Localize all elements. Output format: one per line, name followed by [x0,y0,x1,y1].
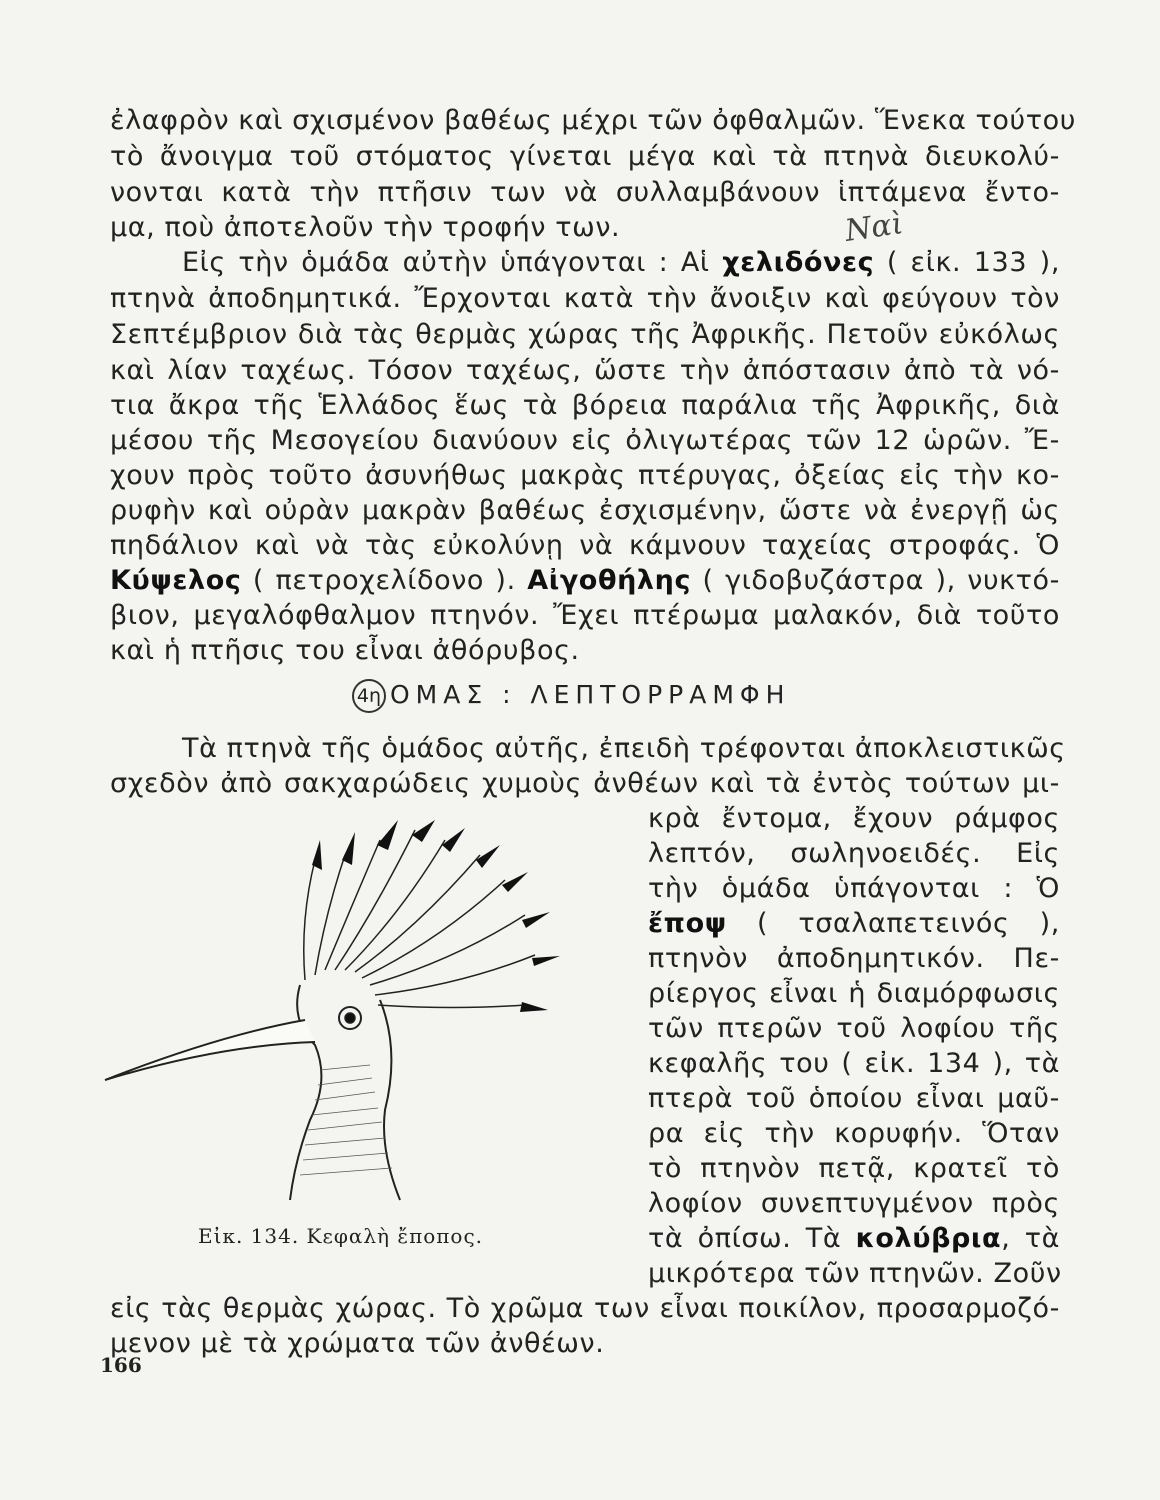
text-line: ρυφὴν καὶ οὐρὰν μακρὰν βαθέως ἐσχισμένην, ὥστε νὰ ἐνεργῇ ὡς [110,495,1060,526]
bold-term-hoopoe: ἔποψ [648,908,727,939]
text-line [648,1222,1060,1256]
text-line [648,907,1060,941]
text-line: πτηνὸν ἀποδημητικόν. Πε- [648,943,1060,974]
text-line: τὸ ἄνοιγμα τοῦ στόματος γίνεται μέγα καὶ τὰ πτηνὰ διευκολύ- [110,141,1060,172]
text-line: καὶ λίαν ταχέως. Τόσον ταχέως, ὥστε τὴν ἀπόστασιν ἀπὸ τὰ νό- [110,355,1060,386]
hoopoe-head-illustration [100,820,620,1220]
text-span: ( πετροχελίδονο ). [241,565,528,596]
text-span: ( εἰκ. 133 ), [874,247,1060,278]
text-line: λεπτόν, σωληνοειδές. Εἰς [648,838,1060,869]
text-line: κεφαλῆς του ( εἰκ. 134 ), τὰ [648,1048,1060,1079]
text-line: χουν πρὸς τοῦτο ἀσυνήθως μακρὰς πτέρυγας, ὀξείας εἰς τὴν κο- [110,460,1060,491]
text-line: Σεπτέμβριον διὰ τὰς θερμὰς χώρας τῆς Ἀφρικῆς. Πετοῦν εὐκόλως [110,319,1060,350]
text-line: τῶν πτερῶν τοῦ λοφίου τῆς [648,1013,1060,1044]
text-line: νονται κατὰ τὴν πτῆσιν των νὰ συλλαμβάνουν ἱπτάμενα ἔντο- [110,177,1060,208]
section-number-badge: 4η [352,679,386,713]
bold-term-nightjar: Αἰγοθήλης [527,565,692,596]
text-line: πτηνὰ ἀποδημητικά. Ἔρχονται κατὰ τὴν ἄνοιξιν καὶ φεύγουν τὸν [110,283,1060,314]
crest-feathers [304,830,535,1008]
handwritten-note: Ναὶ [842,206,906,249]
bold-term-hummingbirds: κολύβρια [855,1223,1002,1254]
text-line: μέσου τῆς Μεσογείου διανύουν εἰς ὀλιγωτέρας τῶν 12 ὡρῶν. Ἔ- [110,425,1060,456]
text-line: μικρότερα τῶν πτηνῶν. Ζοῦν [648,1258,1062,1289]
text-line: μενον μὲ τὰ χρώματα τῶν ἀνθέων. [110,1328,605,1359]
text-span: ( τσαλαπετεινός ), [726,908,1060,939]
section-heading [352,678,790,713]
figure-caption: Εἰκ. 134. Κεφαλὴ ἔποπος. [198,1224,484,1248]
text-line: ρίεργος εἶναι ἡ διαμόρφωσις [648,978,1060,1009]
page-number: 166 [100,1353,142,1377]
text-line: εἰς τὰς θερμὰς χώρας. Τὸ χρῶμα των εἶναι ποικίλον, προσαρμοζό- [110,1293,1060,1324]
text-span: τὰ ὀπίσω. Τὰ [648,1223,856,1254]
text-line: καὶ ἡ πτῆσις του εἶναι ἀθόρυβος. [110,635,580,666]
text-line: λοφίον συνεπτυγμένον πρὸς [648,1188,1060,1219]
text-line [110,564,1060,598]
bold-term-swift: Κύψελος [110,565,242,596]
text-line: Τὰ πτηνὰ τῆς ὁμάδος αὐτῆς, ἐπειδὴ τρέφονται ἀποκλειστικῶς [182,733,1066,764]
text-line [182,246,1060,280]
text-line: σχεδὸν ἀπὸ σακχαρώδεις χυμοὺς ἀνθέων καὶ τὰ ἐντὸς τούτων μι- [110,768,1060,799]
text-span: , τὰ [1001,1223,1060,1254]
text-line: τὴν ὁμάδα ὑπάγονται : Ὁ [648,873,1060,904]
text-line: ρα εἰς τὴν κορυφήν. Ὅταν [648,1118,1060,1149]
section-title: ΟΜΑΣ : ΛΕΠΤΟΡΡΑΜΦΗ [390,680,791,709]
text-span: ( γιδοβυζάστρα ), νυκτό- [691,565,1060,596]
text-line: τια ἄκρα τῆς Ἑλλάδος ἕως τὰ βόρεια παράλια τῆς Ἀφρικῆς, διὰ [110,390,1060,421]
text-line: κρὰ ἔντομα, ἔχουν ράμφος [648,803,1060,834]
bold-term-swallows: χελιδόνες [722,247,875,278]
text-line: πτερὰ τοῦ ὁποίου εἶναι μαῦ- [648,1083,1060,1114]
text-line: βιον, μεγαλόφθαλμον πτηνόν. Ἔχει πτέρωμα μαλακόν, διὰ τοῦτο [110,600,1060,631]
text-line: ἐλαφρὸν καὶ σχισμένον βαθέως μέχρι τῶν ὀφθαλμῶν. Ἕνεκα τούτου [110,105,1076,136]
text-line: τὸ πτηνὸν πετᾷ, κρατεῖ τὸ [648,1153,1060,1184]
text-line: πηδάλιον καὶ νὰ τὰς εὐκολύνῃ νὰ κάμνουν ταχείας στροφάς. Ὁ [110,530,1060,561]
text-span: Εἰς τὴν ὁμάδα αὐτὴν ὑπάγονται : Αἱ [182,247,723,278]
text-line: μα, ποὺ ἀποτελοῦν τὴν τροφήν των. [110,212,621,243]
